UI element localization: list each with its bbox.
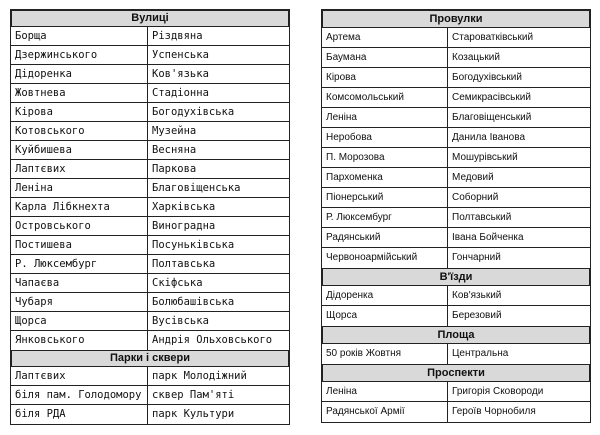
table-row [322,188,590,208]
table-row [322,148,590,168]
table-row [322,28,590,48]
section-header: Проспекти [322,364,590,382]
table-row [11,46,289,65]
new-name-cell: парк Молодіжний [152,370,247,382]
table-row [11,331,289,350]
old-name-cell: біля РДА [11,405,148,424]
table-row [11,122,289,141]
table-row [322,168,590,188]
table-row [11,141,289,160]
rename-list [322,344,590,364]
new-name-cell: Богодухівська [152,106,235,118]
old-name-cell: Дідоренка [322,286,448,305]
old-name-cell: Леніна [11,179,148,197]
table-row [11,236,289,255]
new-name-cell: Різдвяна [152,30,203,42]
new-name-cell: Ков'язький [452,290,502,301]
old-name-cell: Дзержинського [11,46,148,64]
table-row [11,27,289,46]
table-row [11,367,289,386]
new-name-cell: Вусівська [152,315,209,327]
new-name-cell: Богодухівський [452,72,522,83]
table-row [11,65,289,84]
old-name-cell: Піонерський [322,188,448,207]
new-name-cell: Весняна [152,144,197,156]
new-name-cell: Семикрасівський [452,92,531,103]
old-name-cell: Щорса [11,312,148,330]
right-rename-table [321,9,591,423]
table-row [322,68,590,88]
old-name-cell: Постишева [11,236,148,254]
rename-list [11,367,289,424]
new-name-cell: Благовіщенська [152,182,241,194]
section-header: В'їзди [322,268,590,286]
old-name-cell: Чапаєва [11,274,148,292]
table-row [11,160,289,179]
table-row [11,274,289,293]
table-row [322,286,590,306]
new-name-cell: Стадіонна [152,87,209,99]
table-row [11,217,289,236]
table-row [11,198,289,217]
new-name-cell: Героїв Чорнобиля [452,406,536,417]
old-name-cell: Комсомольський [322,88,448,107]
table-row [11,103,289,122]
old-name-cell: Артема [322,28,448,47]
old-name-cell: Котовського [11,122,148,140]
table-row [11,386,289,405]
new-name-cell: Полтавська [152,258,216,270]
old-name-cell: П. Морозова [322,148,448,167]
table-row [11,84,289,103]
new-name-cell: Гончарний [452,252,501,263]
old-name-cell: Лаптєвих [11,367,148,385]
section-header: Площа [322,326,590,344]
old-name-cell: Янковського [11,331,148,350]
new-name-cell: Данила Іванова [452,132,526,143]
new-name-cell: Соборний [452,192,499,203]
old-name-cell: біля пам. Голодомору [11,386,148,404]
new-name-cell: Медовий [452,172,494,183]
old-name-cell: Чубаря [11,293,148,311]
lanes-section [322,10,590,268]
new-name-cell: Мошурівський [452,152,518,163]
old-name-cell: Кірова [11,103,148,121]
rename-list [322,382,590,422]
old-name-cell: Жовтнева [11,84,148,102]
old-name-cell: Куйбишева [11,141,148,159]
table-row [11,405,289,424]
table-row [322,228,590,248]
new-name-cell: Виноградна [152,220,216,232]
rename-list [322,286,590,326]
old-name-cell: Р. Люксембург [322,208,448,227]
new-name-cell: Андрія Ольховського [152,334,273,346]
avenues-section [322,364,590,422]
table-row [11,312,289,331]
old-name-cell: Р. Люксембург [11,255,148,273]
parks-section [11,350,289,424]
square-section [322,326,590,364]
new-name-cell: Григорія Сковороди [452,386,544,397]
old-name-cell: Червоноармійський [322,248,448,268]
new-name-cell: Ков'язька [152,68,209,80]
old-name-cell: Островського [11,217,148,235]
old-name-cell: Лаптєвих [11,160,148,178]
new-name-cell: Полтавський [452,212,512,223]
new-name-cell: Харківська [152,201,216,213]
table-row [11,255,289,274]
left-rename-table [10,9,290,425]
section-header: Вулиці [11,10,289,27]
table-row [11,293,289,312]
new-name-cell: Староватківський [452,32,534,43]
table-row [322,208,590,228]
new-name-cell: Козацький [452,52,500,63]
table-row [322,88,590,108]
section-header: Парки і сквери [11,350,289,367]
old-name-cell: Пархоменка [322,168,448,187]
old-name-cell: Борща [11,27,148,45]
table-row [322,128,590,148]
table-row [322,382,590,402]
table-row [322,248,590,268]
old-name-cell: Леніна [322,382,448,401]
old-name-cell: Кірова [322,68,448,87]
table-row [322,306,590,326]
table-row [322,108,590,128]
new-name-cell: сквер Пам'яті [152,389,235,401]
new-name-cell: Болюбашівська [152,296,235,308]
new-name-cell: Благовіщенський [452,112,532,123]
new-name-cell: Музейна [152,125,197,137]
old-name-cell: Леніна [322,108,448,127]
table-row [322,344,590,364]
old-name-cell: Баумана [322,48,448,67]
table-row [322,48,590,68]
new-name-cell: Паркова [152,163,197,175]
table-row [11,179,289,198]
new-name-cell: Івана Бойченка [452,232,524,243]
rename-list [322,28,590,268]
old-name-cell: Щорса [322,306,448,326]
new-name-cell: Березовий [452,310,502,321]
new-name-cell: Центральна [452,348,509,359]
old-name-cell: Карла Лібкнехта [11,198,148,216]
entries-section [322,268,590,326]
streets-section [11,10,289,350]
new-name-cell: Скіфська [152,277,203,289]
section-header: Провулки [322,10,590,28]
old-name-cell: 50 років Жовтня [322,344,448,364]
old-name-cell: Дідоренка [11,65,148,83]
old-name-cell: Радянський [322,228,448,247]
new-name-cell: Посуньківська [152,239,235,251]
old-name-cell: Неробова [322,128,448,147]
rename-list [11,27,289,350]
new-name-cell: парк Культури [152,408,235,420]
old-name-cell: Радянської Армії [322,402,448,422]
new-name-cell: Успенська [152,49,209,61]
table-row [322,402,590,422]
